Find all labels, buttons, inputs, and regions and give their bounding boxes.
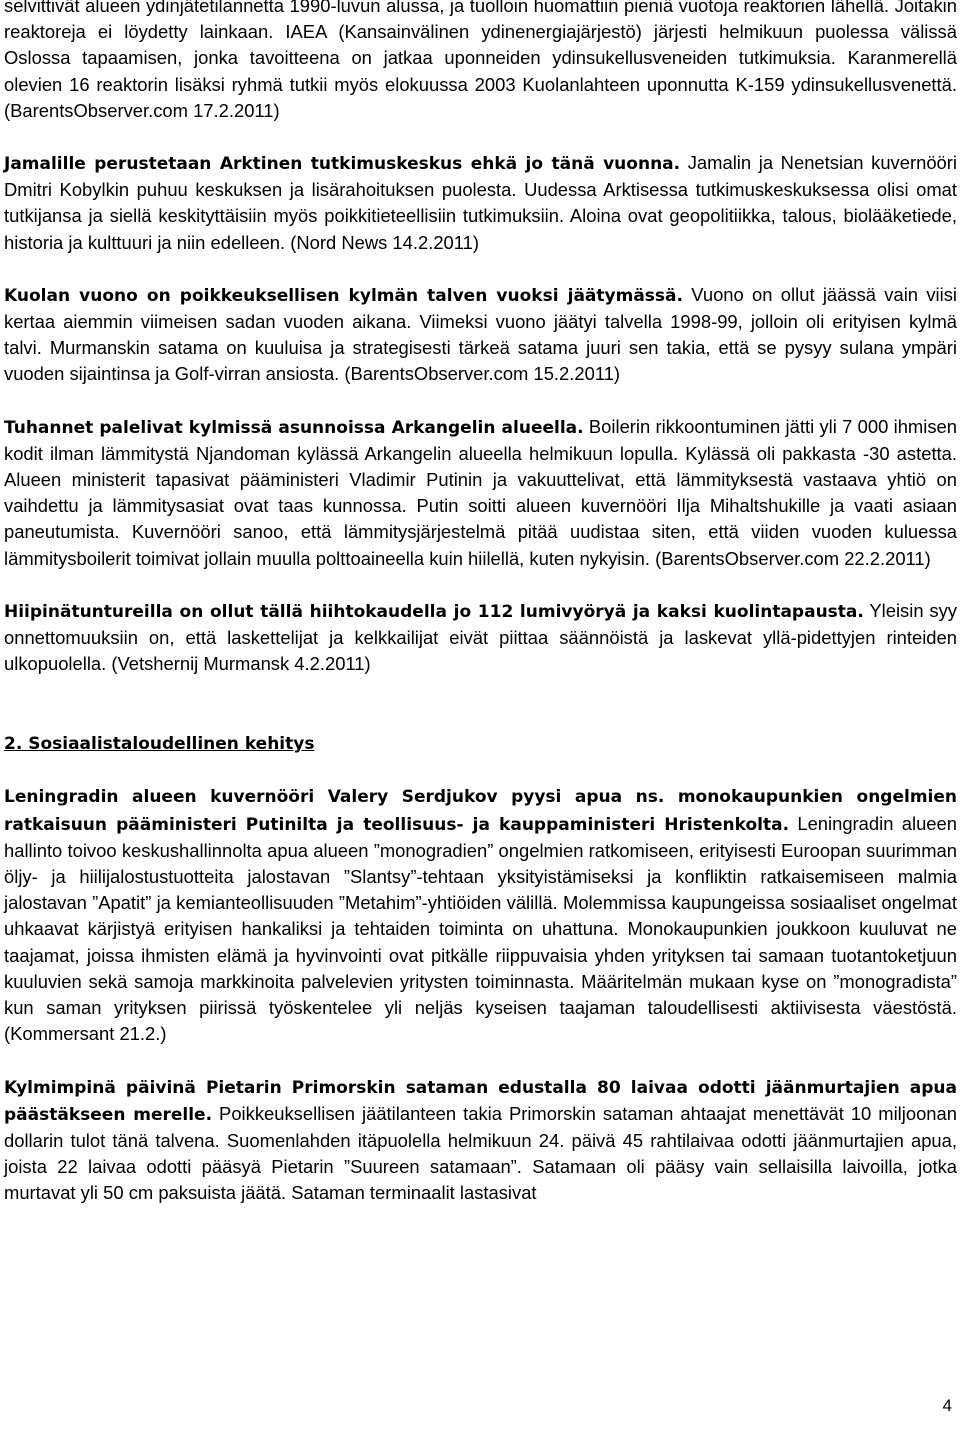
news-item — [4, 1074, 957, 1207]
news-item — [4, 150, 957, 256]
news-headline: Hiipinätuntureilla on ollut tällä hiihtokaudella jo 112 lumivyöryä ja kaksi kuolintapausta. — [4, 601, 864, 622]
news-body: Boilerin rikkoontuminen jätti yli 7 000 ihmisen kodit ilman lämmitystä Njandoman kylässä Arkangelin alueella helmikuun lopulla. Kylässä oli pakkasta -30 astetta. Alueen ministerit tapasivat pääministeri Vladimir Putinin ja vakuuttelivat, että lämmityksestä vastaava yhtiö on vaihdettu ja lämmitysasiat ovat taas kunnossa. Putin soitti alueen kuvernööri Ilja Mihaltshukille ja vaati asiaan paneutumista. Kuvernööri sanoo, että lämmitysjärjestelmä pitää uudistaa siten, että viiden vuoden kuluessa lämmitysboilerit toimivat jollain muulla polttoaineella kuin hiilellä, kuten nykyisin. (BarentsObserver.com 22.2.2011) — [4, 415, 957, 569]
news-item — [4, 598, 957, 678]
page-number: 4 — [942, 1396, 952, 1415]
document-page — [4, 0, 957, 1207]
news-headline: Jamalille perustetaan Arktinen tutkimuskeskus ehkä jo tänä vuonna. — [4, 154, 681, 175]
news-body: Poikkeuksellisen jäätilanteen takia Primorskin sataman ahtaajat menettävät 10 miljoonan dollarin tulot tänä talvena. Suomenlahden itäpuolella helmikuun 24. päivä 45 rahtilaivaa odotti jäänmurtajien apua, joista 22 laivaa odotti pääsyä Pietarin ”Suureen satamaan”. Satamaan oli pääsy vain sellaisilla laivoilla, jotka murtavat yli 50 cm paksuista jäätä. Sataman terminaalit lastasivat — [4, 1102, 957, 1204]
news-headline: Tuhannet palelivat kylmissä asunnoissa Arkangelin alueella. — [4, 417, 584, 438]
news-item — [4, 783, 957, 1047]
news-item — [4, 414, 957, 572]
news-headline: Kylmimpinä päivinä Pietarin Primorskin sataman edustalla 80 laivaa odotti jäänmurtajien apua päästäkseen merelle. — [4, 1077, 957, 1125]
news-body: Vuono on ollut jäässä vain viisi kertaa aiemmin viimeisen sadan vuoden aikana. Viimeksi vuono jäätyi talvella 1998-99, jolloin oli erityisen kylmä talvi. Murmanskin satama on kuuluisa ja strategisesti tärkeä satama juuri sen takia, että se pysyy sulana ympäri vuoden sijaintinsa ja Golf-virran ansiosta. (BarentsObserver.com 15.2.2011) — [4, 283, 957, 385]
section-heading: 2. Sosiaalistaloudellinen kehitys — [4, 734, 315, 755]
news-body: Leningradin alueen hallinto toivoo keskushallinnolta apua alueen ”monogradien” ongelmien ratkomiseen, erityisesti Euroopan suurimman öljy- ja hiilijalostustuotteita jalostavan ”Slantsy”-tehtaan yksityistämiseksi ja konfliktin ratkaisemiseen malmia jalostavan ”Apatit” ja kemianteollisuuden ”Metahim”-yhtiöiden välillä. Molemmissa kaupungeissa sosiaaliset ongelmat uhkaavat kärjistyä erityisen hankaliksi ja tehtaiden toiminta on uhattuna. Monokaupunkien joukkoon kuuluvat ne taajamat, joissa ihmisten elämä ja hyvinvointi ovat pitkälle riippuvaisia yhden yrityksen tai samaan tuotantoketjuun kuuluvien sekä samoja markkinoita palvelevien yritysten toiminnasta. Määritelmän mukaan kyse on ”monogradista” kun saman yrityksen piirissä työskentelee yli neljäs kyseisen taajaman taloudellisesti aktiivisesta väestöstä. (Kommersant 21.2.) — [4, 812, 957, 1045]
news-headline: Leningradin alueen kuvernööri Valery Serdjukov pyysi apua ns. monokaupunkien ongelmien ratkaisuun pääministeri Putinilta ja teollisuus- ja kauppaministeri Hristenkolta. — [4, 787, 957, 835]
news-headline: Kuolan vuono on poikkeuksellisen kylmän talven vuoksi jäätymässä. — [4, 285, 683, 306]
news-body: Yleisin syy onnettomuuksiin on, että laskettelijat ja kelkkailijat eivät piittaa säännöistä ja laskevat yllä-pidettyjen rinteiden ulkopuolella. (Vetshernij Murmansk 4.2.2011) — [4, 599, 957, 675]
continuation-paragraph: selvittivät alueen ydinjätetilannetta 1990-luvun alussa, ja tuolloin huomattiin pieniä vuotoja reaktorien lähellä. Joitakin reaktoreja ei löydetty lainkaan. IAEA (Kansainvälinen ydinenergiajärjestö) järjesti helmikuun puolessa välissä Oslossa tapaamisen, jonka tavoitteena on jatkaa uponneiden ydinsukellusveneiden tutkimuksia. Karanmerellä olevien 16 reaktorin lisäksi ryhmä tutkii myös elokuussa 2003 Kuolanlahteen uponnutta K-159 ydinsukellusvenettä. (BarentsObserver.com 17.2.2011) — [4, 0, 957, 121]
news-item — [4, 282, 957, 388]
news-body: Jamalin ja Nenetsian kuvernööri Dmitri Kobylkin puhuu keskuksen ja lisärahoituksen puolesta. Uudessa Arktisessa tutkimuskeskuksessa olisi omat tutkijansa ja siellä keskityttäisiin myös poikkitieteellisiin tutkimuksiin. Aloina ovat geopolitiikka, talous, biolääketiede, historia ja kulttuuri ja niin edelleen. (Nord News 14.2.2011) — [4, 152, 957, 253]
